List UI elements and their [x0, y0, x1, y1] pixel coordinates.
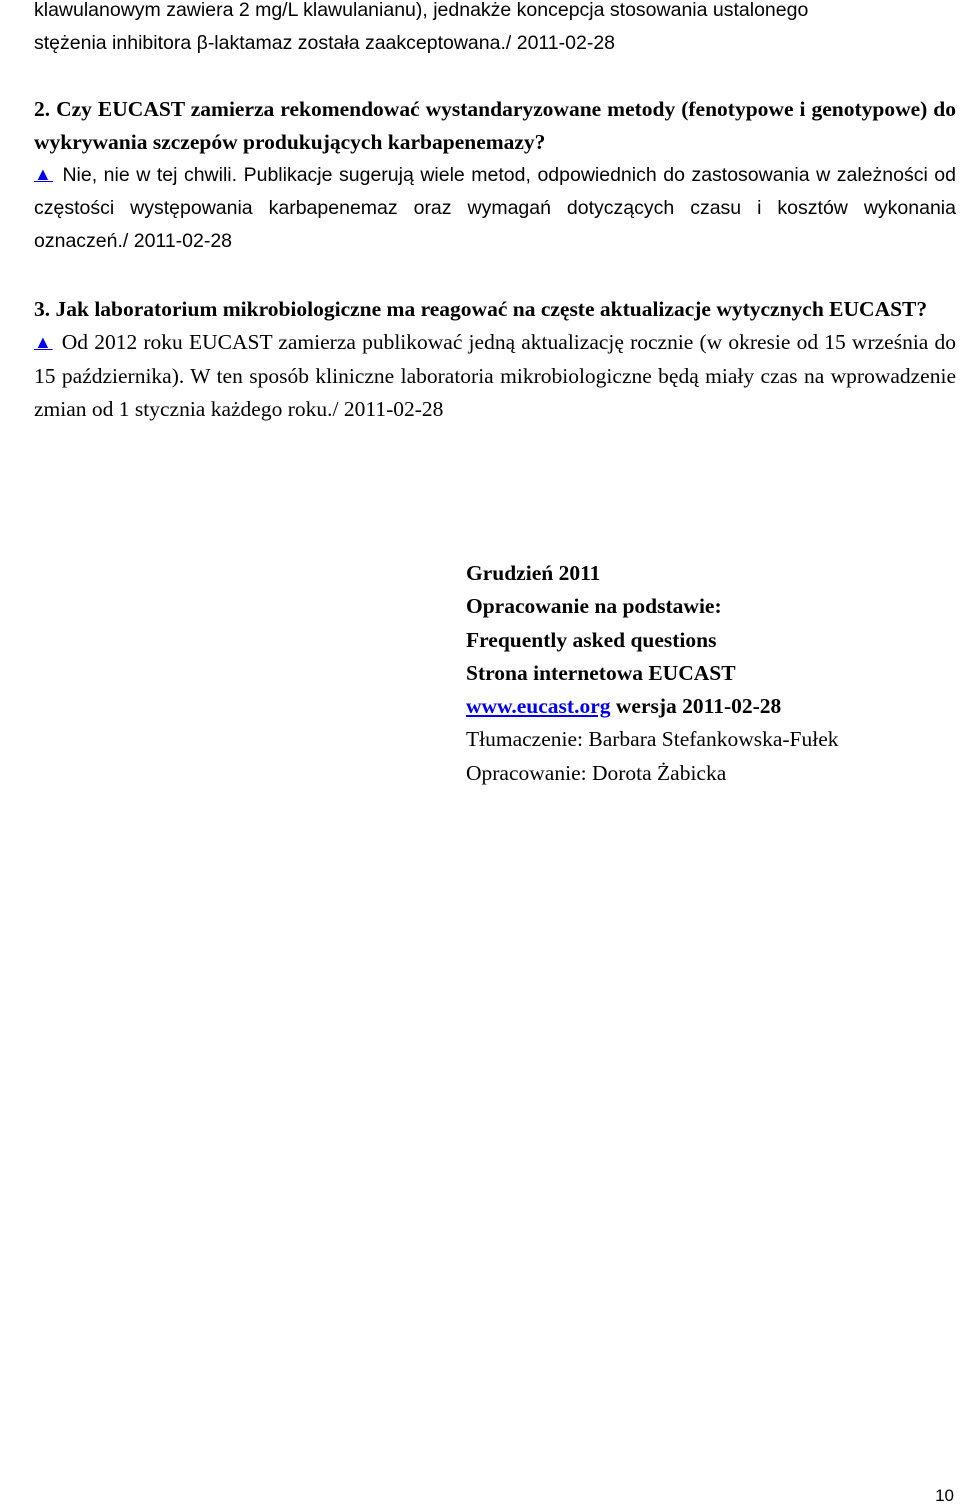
- credits-version: wersja 2011-02-28: [615, 694, 782, 719]
- intro-paragraph: [34, 0, 956, 60]
- question-2-answer-rest: Publikacje sugerują wiele metod, odpowiednich do zastosowania w zależności od częstości występowania karbapenemaz oraz wymagań dotyczących czasu i kosztów wykonania oznaczeń./ 2011-02-28: [34, 164, 956, 252]
- credits-editing: Opracowanie: Dorota Żabicka: [466, 760, 727, 785]
- credits-date: Grudzień 2011: [466, 561, 601, 585]
- question-3-answer: [34, 326, 956, 426]
- eucast-link[interactable]: www.eucast.org: [466, 694, 611, 719]
- credits-block: [466, 557, 946, 790]
- back-to-top-arrow-icon[interactable]: ▲: [34, 164, 53, 184]
- question-3-text: 3. Jak laboratorium mikrobiologiczne ma reagować na częste aktualizacje wytycznych EUCAST?: [34, 297, 928, 321]
- back-to-top-arrow-icon[interactable]: ▲: [34, 332, 53, 352]
- credits-translation: Tłumaczenie: Barbara Stefankowska-Fułek: [466, 727, 839, 752]
- question-2-section: [34, 93, 956, 258]
- page-number: 10: [935, 1486, 954, 1505]
- question-2-text: 2. Czy EUCAST zamierza rekomendować wystandaryzowane metody (fenotypowe i genotypowe) do wykrywania szczepów produkujących karbapenemazy?: [34, 97, 956, 154]
- credits-site: Strona internetowa EUCAST: [466, 660, 736, 685]
- credits-source: Frequently asked questions: [466, 627, 717, 652]
- question-2-answer-lead: Nie, nie w tej chwili.: [62, 164, 238, 186]
- intro-line-1: klawulanowym zawiera 2 mg/L klawulanianu), jednakże koncepcja stosowania ustalonego: [34, 0, 809, 21]
- credits-url-line: [466, 690, 946, 723]
- question-3-answer-text: Od 2012 roku EUCAST zamierza publikować jedną aktualizację rocznie (w okresie od 15 września do 15 października). W ten sposób kliniczne laboratoria mikrobiologiczne będą miały czas na wprowadzenie zmian od 1 stycznia każdego roku./ 2011-02-28: [34, 330, 956, 421]
- question-3-section: [34, 293, 956, 426]
- credits-basis: Opracowanie na podstawie:: [466, 594, 722, 619]
- question-2-answer: [34, 159, 956, 258]
- intro-line-2: stężenia inhibitora β-laktamaz została zaakceptowana./ 2011-02-28: [34, 32, 616, 54]
